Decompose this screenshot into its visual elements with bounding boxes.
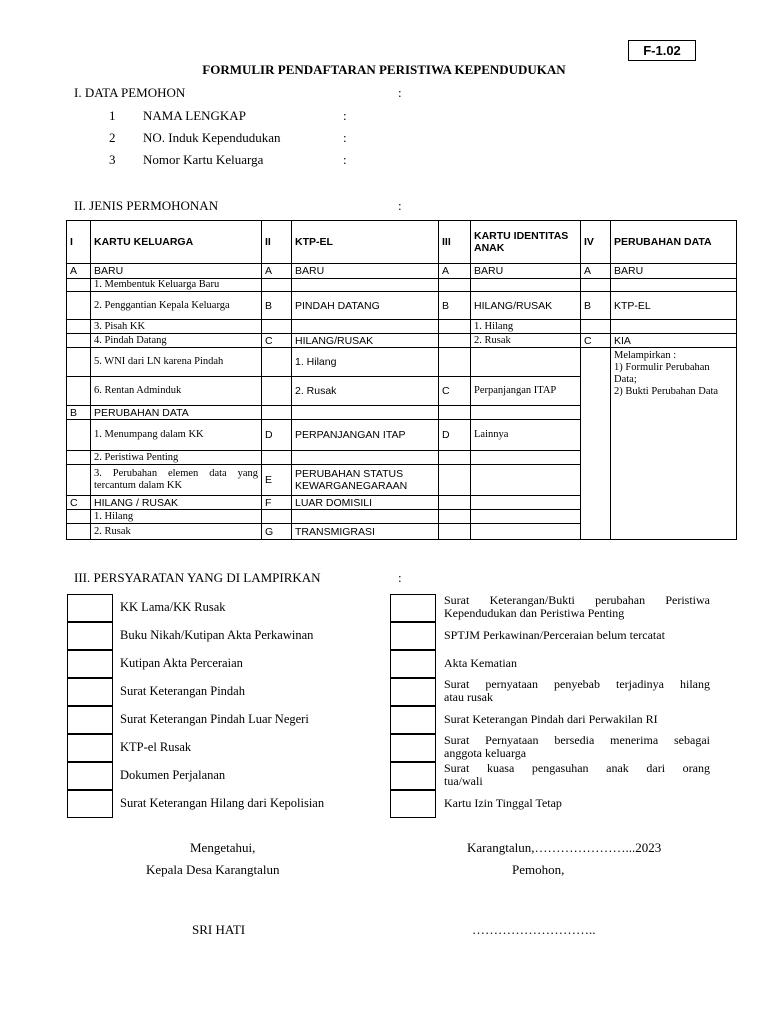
table-cell: [67, 451, 91, 465]
table-cell: [471, 406, 581, 420]
table-cell: D: [439, 420, 471, 451]
table-cell: C: [581, 334, 611, 348]
requirement-checkbox[interactable]: [390, 622, 436, 650]
signature-name-left: SRI HATI: [192, 922, 246, 937]
requirement-label: Surat Keterangan Pindah Luar Negeri: [120, 712, 309, 726]
table-cell: [439, 334, 471, 348]
table-cell: [471, 510, 581, 524]
requirement-checkbox[interactable]: [67, 790, 113, 818]
requirement-checkbox[interactable]: [67, 762, 113, 790]
table-cell: F: [262, 496, 292, 510]
table-row: [67, 279, 737, 292]
signature-kepala-desa: Kepala Desa Karangtalun: [146, 862, 280, 877]
requirement-checkbox[interactable]: [390, 650, 436, 678]
table-cell: 5. WNI dari LN karena Pindah: [91, 348, 262, 377]
header-cell: II: [262, 221, 292, 264]
field-number: 1: [109, 108, 116, 123]
table-cell: 2. Rusak: [471, 334, 581, 348]
table-cell: Lainnya: [471, 420, 581, 451]
table-cell: [439, 279, 471, 292]
requirement-label: Akta Kematian: [444, 656, 517, 670]
table-row: [67, 348, 737, 377]
table-cell: [439, 320, 471, 334]
requirement-label: Kutipan Akta Perceraian: [120, 656, 243, 670]
table-cell: [67, 279, 91, 292]
table-cell: [292, 406, 439, 420]
table-cell: [67, 420, 91, 451]
table-cell: [292, 510, 439, 524]
field-label-nama: NAMA LENGKAP: [143, 108, 246, 123]
requirement-label: Surat pernyataan penyebab terjadinya hilang: [444, 677, 710, 691]
table-cell: 3. Perubahan elemen data yang tercantum dalam KK: [91, 465, 262, 496]
table-cell: BARU: [292, 264, 439, 279]
table-cell: [471, 279, 581, 292]
table-cell: PERUBAHAN STATUS KEWARGANEGARAAN: [292, 465, 439, 496]
jenis-permohonan-table: [66, 220, 737, 540]
requirement-label: Surat Keterangan Hilang dari Kepolisian: [120, 796, 325, 810]
table-cell: [439, 348, 471, 377]
section2-colon: :: [398, 198, 402, 213]
table-cell: [67, 510, 91, 524]
form-code: F-1.02: [628, 40, 696, 61]
table-cell: [439, 406, 471, 420]
header-cell: KTP-EL: [292, 221, 439, 264]
table-cell: A: [581, 264, 611, 279]
requirement-checkbox[interactable]: [67, 650, 113, 678]
table-cell: [67, 524, 91, 540]
table-cell: 1. Membentuk Keluarga Baru: [91, 279, 262, 292]
requirement-label: Kartu Izin Tinggal Tetap: [444, 796, 562, 810]
note-line: Melampirkan :: [614, 350, 677, 361]
header-cell: KARTU IDENTITAS ANAK: [471, 221, 581, 264]
table-cell: HILANG/RUSAK: [292, 334, 439, 348]
field-number: 3: [109, 152, 116, 167]
table-cell: 2. Peristiwa Penting: [91, 451, 262, 465]
table-cell: PERUBAHAN DATA: [91, 406, 262, 420]
table-cell: [67, 320, 91, 334]
table-cell: 1. Menumpang dalam KK: [91, 420, 262, 451]
requirement-checkbox[interactable]: [390, 706, 436, 734]
note-line: 2) Bukti Perubahan Data: [614, 386, 719, 397]
table-cell: HILANG/RUSAK: [471, 292, 581, 320]
requirement-checkbox[interactable]: [67, 734, 113, 762]
table-cell: [439, 524, 471, 540]
requirement-checkbox[interactable]: [390, 762, 436, 790]
requirement-label-cont: Kependudukan dan Peristiwa Penting: [444, 606, 625, 620]
table-cell: HILANG / RUSAK: [91, 496, 262, 510]
requirement-label: KTP-el Rusak: [120, 740, 192, 754]
table-cell: [262, 320, 292, 334]
table-cell: [611, 279, 737, 292]
section1-colon: :: [398, 85, 402, 100]
table-cell: B: [439, 292, 471, 320]
table-cell: [471, 524, 581, 540]
table-cell: [439, 451, 471, 465]
section3-colon: :: [398, 570, 402, 585]
table-cell: [262, 451, 292, 465]
section3-heading: III. PERSYARATAN YANG DI LAMPIRKAN: [74, 570, 321, 585]
requirement-label: Surat Keterangan Pindah dari Perwakilan RI: [444, 712, 658, 726]
table-cell: 2. Rusak: [91, 524, 262, 540]
requirement-checkbox[interactable]: [390, 678, 436, 706]
table-cell: 1. Hilang: [292, 348, 439, 377]
table-cell: [581, 320, 611, 334]
table-cell: B: [262, 292, 292, 320]
table-cell: [292, 279, 439, 292]
header-cell: PERUBAHAN DATA: [611, 221, 737, 264]
table-row: [67, 264, 737, 279]
table-cell: [581, 279, 611, 292]
table-cell: B: [67, 406, 91, 420]
table-cell: A: [67, 264, 91, 279]
table-cell: [262, 348, 292, 377]
signature-place-date: Karangtalun,…………………...2023: [467, 840, 662, 855]
table-cell: C: [262, 334, 292, 348]
requirement-label: Surat Keterangan/Bukti perubahan Peristiwa: [444, 593, 710, 607]
header-cell: III: [439, 221, 471, 264]
requirement-checkbox[interactable]: [67, 706, 113, 734]
table-cell: [262, 279, 292, 292]
table-cell: C: [439, 377, 471, 406]
field-colon: :: [343, 152, 347, 167]
requirement-checkbox[interactable]: [390, 734, 436, 762]
table-header-row: [67, 221, 737, 264]
section1-heading: I. DATA PEMOHON: [74, 85, 186, 100]
requirement-label: Surat Pernyataan bersedia menerima sebagai: [444, 733, 710, 747]
section2-heading: II. JENIS PERMOHONAN: [74, 198, 219, 213]
table-cell: C: [67, 496, 91, 510]
table-cell: [439, 465, 471, 496]
table-cell: [611, 320, 737, 334]
table-cell: Perpanjangan ITAP: [471, 377, 581, 406]
table-cell: [581, 348, 611, 540]
table-cell: 2. Rusak: [292, 377, 439, 406]
requirement-label-cont: anggota keluarga: [444, 746, 527, 760]
requirement-checkbox[interactable]: [67, 594, 113, 622]
requirement-label: Dokumen Perjalanan: [120, 768, 226, 782]
table-cell: 4. Pindah Datang: [91, 334, 262, 348]
field-colon: :: [343, 130, 347, 145]
header-cell: IV: [581, 221, 611, 264]
table-cell: [439, 510, 471, 524]
table-cell: [262, 510, 292, 524]
header-cell: KARTU KELUARGA: [91, 221, 262, 264]
requirement-label: Surat Keterangan Pindah: [120, 684, 245, 698]
requirement-label-cont: atau rusak: [444, 690, 493, 704]
requirement-checkbox[interactable]: [67, 678, 113, 706]
form-title: FORMULIR PENDAFTARAN PERISTIWA KEPENDUDUKAN: [202, 62, 566, 77]
table-cell: [292, 451, 439, 465]
table-cell: E: [262, 465, 292, 496]
requirement-label-cont: tua/wali: [444, 774, 483, 788]
table-cell: 2. Penggantian Kepala Keluarga: [91, 292, 262, 320]
table-cell: [67, 292, 91, 320]
table-cell: [439, 496, 471, 510]
table-cell: [471, 496, 581, 510]
perubahan-data-note: [611, 348, 737, 540]
requirement-label: Buku Nikah/Kutipan Akta Perkawinan: [120, 628, 314, 642]
field-label-kk: Nomor Kartu Keluarga: [143, 152, 264, 167]
signature-name-right: ………………………..: [472, 922, 596, 937]
table-cell: [67, 334, 91, 348]
table-row: [67, 292, 737, 320]
table-cell: 6. Rentan Adminduk: [91, 377, 262, 406]
table-cell: B: [581, 292, 611, 320]
requirement-label: KK Lama/KK Rusak: [120, 600, 226, 614]
note-line: 1) Formulir Perubahan Data;: [614, 362, 710, 385]
signature-mengetahui: Mengetahui,: [190, 840, 256, 855]
table-cell: KIA: [611, 334, 737, 348]
table-cell: 1. Hilang: [91, 510, 262, 524]
table-cell: LUAR DOMISILI: [292, 496, 439, 510]
table-row: [67, 320, 737, 334]
table-cell: [67, 348, 91, 377]
field-label-nik: NO. Induk Kependudukan: [143, 130, 281, 145]
table-cell: A: [439, 264, 471, 279]
field-number: 2: [109, 130, 116, 145]
table-row: [67, 334, 737, 348]
table-cell: [471, 348, 581, 377]
table-cell: BARU: [471, 264, 581, 279]
table-cell: G: [262, 524, 292, 540]
table-cell: [292, 320, 439, 334]
header-cell: I: [67, 221, 91, 264]
requirement-label: SPTJM Perkawinan/Perceraian belum tercatat: [444, 628, 665, 642]
requirement-checkbox[interactable]: [390, 594, 436, 622]
table-cell: [262, 377, 292, 406]
table-cell: 1. Hilang: [471, 320, 581, 334]
table-cell: PERPANJANGAN ITAP: [292, 420, 439, 451]
table-cell: BARU: [611, 264, 737, 279]
requirement-checkbox[interactable]: [67, 622, 113, 650]
requirement-label: Surat kuasa pengasuhan anak dari orang: [444, 761, 710, 775]
table-cell: [262, 406, 292, 420]
field-colon: :: [343, 108, 347, 123]
table-cell: D: [262, 420, 292, 451]
table-cell: [471, 451, 581, 465]
table-cell: KTP-EL: [611, 292, 737, 320]
table-cell: BARU: [91, 264, 262, 279]
table-cell: TRANSMIGRASI: [292, 524, 439, 540]
table-cell: PINDAH DATANG: [292, 292, 439, 320]
table-cell: 3. Pisah KK: [91, 320, 262, 334]
requirement-checkbox[interactable]: [390, 790, 436, 818]
signature-pemohon: Pemohon,: [512, 862, 565, 877]
table-cell: [67, 465, 91, 496]
table-cell: A: [262, 264, 292, 279]
table-cell: [67, 377, 91, 406]
table-cell: [471, 465, 581, 496]
